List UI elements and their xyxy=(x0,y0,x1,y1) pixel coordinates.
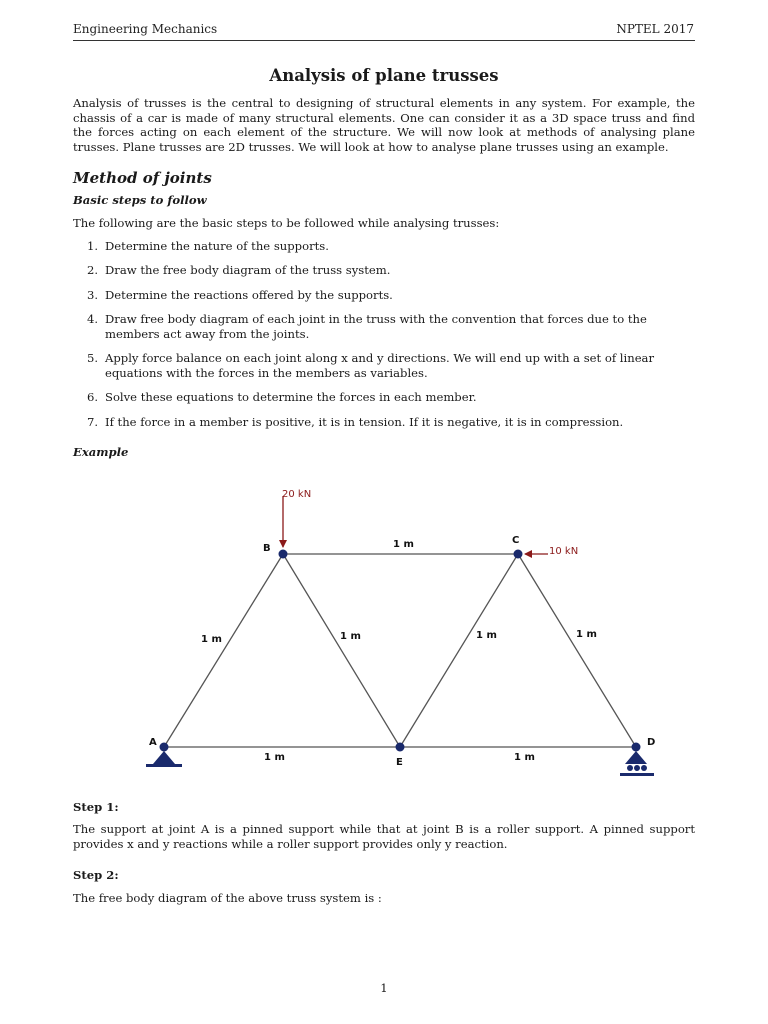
member-ab xyxy=(164,554,283,747)
joint-label-c: C xyxy=(512,535,520,546)
list-item-number: 2. xyxy=(87,263,99,278)
step2-heading: Step 2: xyxy=(73,868,119,882)
intro-paragraph: Analysis of trusses is the central to designing of structural elements in any system. For example, the chassis of a car is made of many structural elements. One can consider it as a 3D space truss and find the forces acting on each element of the structure. We will now look at methods of analysing plane trusses. Plane trusses are 2D trusses. We will look at how to analyse plane trusses using an example. xyxy=(73,96,695,154)
member-label-cd: 1 m xyxy=(576,629,597,640)
page-title: Analysis of plane trusses xyxy=(269,66,499,85)
subsection-heading-basic-steps: Basic steps to follow xyxy=(73,193,207,207)
list-item-text: Determine the nature of the supports. xyxy=(105,239,329,253)
member-be xyxy=(283,554,400,747)
step1-paragraph: The support at joint A is a pinned support while that at joint B is a roller support. A pinned support provides x and y reactions while a roller support provides only y reaction. xyxy=(73,822,695,851)
member-ec xyxy=(400,554,518,747)
member-label-ec: 1 m xyxy=(476,630,497,641)
step1-heading: Step 1: xyxy=(73,800,119,814)
list-item-text: Solve these equations to determine the forces in each member. xyxy=(105,390,477,405)
load-label-c: 10 kN xyxy=(549,546,579,557)
joint-label-b: B xyxy=(263,543,271,554)
joint-c xyxy=(514,550,523,559)
load-label-b: 20 kN xyxy=(282,489,312,500)
list-item-number: 7. xyxy=(87,414,99,429)
list-item-number: 5. xyxy=(87,351,99,366)
list-item-number: 3. xyxy=(87,287,99,302)
joint-label-a: A xyxy=(149,737,157,748)
list-item-number: 6. xyxy=(87,390,99,405)
example-heading: Example xyxy=(73,445,129,459)
pinned-support-a xyxy=(146,751,182,767)
steps-lead-paragraph: The following are the basic steps to be followed while analysing trusses: xyxy=(73,216,500,230)
list-item-number: 1. xyxy=(87,239,99,253)
list-item-text: Apply force balance on each joint along x and y directions. We will end up with a set of linear equations with the forces in the members as variables. xyxy=(105,351,655,380)
member-label-ed: 1 m xyxy=(514,752,535,763)
joint-d xyxy=(632,743,641,752)
list-item-text: Draw the free body diagram of the truss system. xyxy=(105,263,391,278)
page-number: 1 xyxy=(380,981,388,995)
running-header-right: NPTEL 2017 xyxy=(616,22,694,36)
step2-paragraph: The free body diagram of the above truss system is : xyxy=(73,891,382,905)
member-label-ab: 1 m xyxy=(201,634,222,645)
list-item-text: Draw free body diagram of each joint in the truss with the convention that forces due to the members act away from the joints. xyxy=(105,312,647,341)
joint-label-e: E xyxy=(396,757,403,768)
roller-support-d xyxy=(620,751,654,776)
member-label-bc: 1 m xyxy=(393,539,414,550)
member-label-be: 1 m xyxy=(340,631,361,642)
list-item-text: Determine the reactions offered by the supports. xyxy=(105,287,393,302)
joint-e xyxy=(396,743,405,752)
member-label-ae: 1 m xyxy=(264,752,285,763)
section-heading-method-of-joints: Method of joints xyxy=(73,169,212,187)
list-item-number: 4. xyxy=(87,312,99,327)
running-header-left: Engineering Mechanics xyxy=(73,22,218,36)
joint-label-d: D xyxy=(647,737,656,748)
list-item-text: If the force in a member is positive, it is in tension. If it is negative, it is in compression. xyxy=(105,414,624,429)
joint-b xyxy=(279,550,288,559)
joint-a xyxy=(160,743,169,752)
member-cd xyxy=(518,554,636,747)
